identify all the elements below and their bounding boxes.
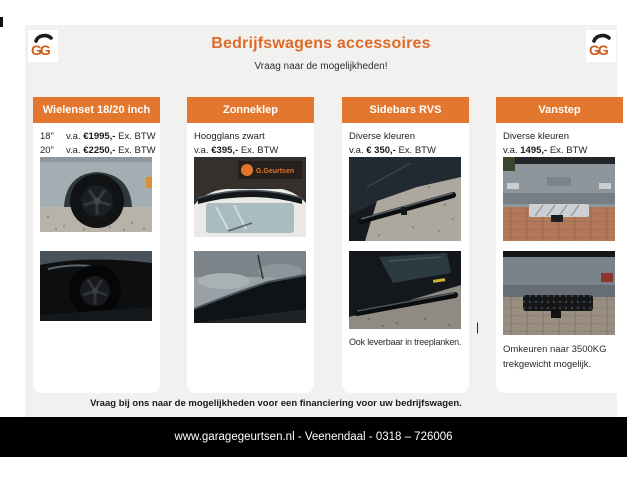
- stray-edge-mark: [0, 17, 3, 27]
- page-subtitle: Vraag naar de mogelijkheden!: [254, 61, 388, 72]
- page-title: Bedrijfswagens accessoires: [211, 35, 431, 52]
- price-value: € 350,-: [366, 144, 396, 156]
- price-prefix: v.a.: [503, 144, 518, 156]
- price-value: €2250,-: [83, 144, 116, 156]
- product-color-label: Diverse kleuren: [503, 131, 569, 142]
- svg-text:GG: GG: [31, 42, 49, 58]
- price-value: €395,-: [211, 144, 239, 156]
- photo-wheel-grey-van: [40, 157, 152, 232]
- price-value: €1995,-: [83, 131, 116, 142]
- price-suffix: Ex. BTW: [398, 144, 436, 156]
- column-zonneklep: [187, 97, 314, 175]
- photo-sidebar-step: [349, 251, 461, 329]
- price-prefix: v.a.: [194, 144, 209, 156]
- footer-contact-text: www.garagegeurtsen.nl - Veenendaal - 0318 – 726006: [174, 431, 453, 443]
- photo-visor-white-van: [194, 157, 306, 237]
- svg-text:GG: GG: [589, 42, 607, 58]
- price-row: [194, 144, 310, 158]
- card-vanstep: [496, 123, 623, 393]
- price-prefix: v.a.: [66, 131, 81, 142]
- price-value: 1495,-: [520, 144, 548, 156]
- footer-contact-bar: [0, 417, 627, 457]
- price-suffix: Ex. BTW: [118, 144, 156, 156]
- card-wielenset: [33, 123, 160, 393]
- price-prefix: v.a.: [349, 144, 364, 156]
- price-suffix: Ex. BTW: [240, 144, 279, 156]
- card-zonneklep: [187, 123, 314, 393]
- card-sidebars: [342, 123, 469, 393]
- photo-vanstep-black: [503, 251, 615, 335]
- sidebars-note: Ook leverbaar in treeplanken.: [349, 337, 462, 347]
- column-header-wielenset: Wielenset 18/20 inch: [33, 97, 160, 123]
- stray-cursor-mark: |: [476, 320, 480, 334]
- photo-wheel-black-van: [40, 251, 152, 321]
- column-header-zonneklep: Zonneklep: [187, 97, 314, 123]
- column-header-vanstep: Vanstep: [496, 97, 623, 123]
- photo-sidebar-tube: [349, 157, 461, 241]
- column-vanstep: [496, 97, 623, 370]
- price-suffix: Ex. BTW: [549, 144, 588, 156]
- column-sidebars: [342, 97, 469, 347]
- vanstep-note: Omkeuren naar 3500KG trekgewicht mogelijk.: [503, 344, 607, 370]
- financing-note: Vraag bij ons naar de mogelijkheden voor een financiering voor uw bedrijfswagen.: [90, 398, 462, 409]
- price-row: [349, 144, 465, 158]
- product-color-label: Diverse kleuren: [349, 131, 415, 142]
- product-finish-label: Hoogglans zwart: [194, 131, 265, 142]
- column-wielenset: [33, 97, 160, 156]
- price-suffix: Ex. BTW: [118, 131, 156, 142]
- price-row: [40, 130, 156, 144]
- price-row: [503, 144, 619, 158]
- price-row: [40, 144, 156, 158]
- photo-visor-closeup: [194, 251, 306, 323]
- wheel-size-label: 20”: [40, 144, 54, 156]
- photo-vanstep-aluminium: [503, 157, 615, 241]
- garage-sign-text: G.Geurtsen: [256, 168, 295, 175]
- wheel-size-label: 18”: [40, 131, 54, 142]
- column-header-sidebars: Sidebars RVS: [342, 97, 469, 123]
- price-prefix: v.a.: [66, 144, 81, 156]
